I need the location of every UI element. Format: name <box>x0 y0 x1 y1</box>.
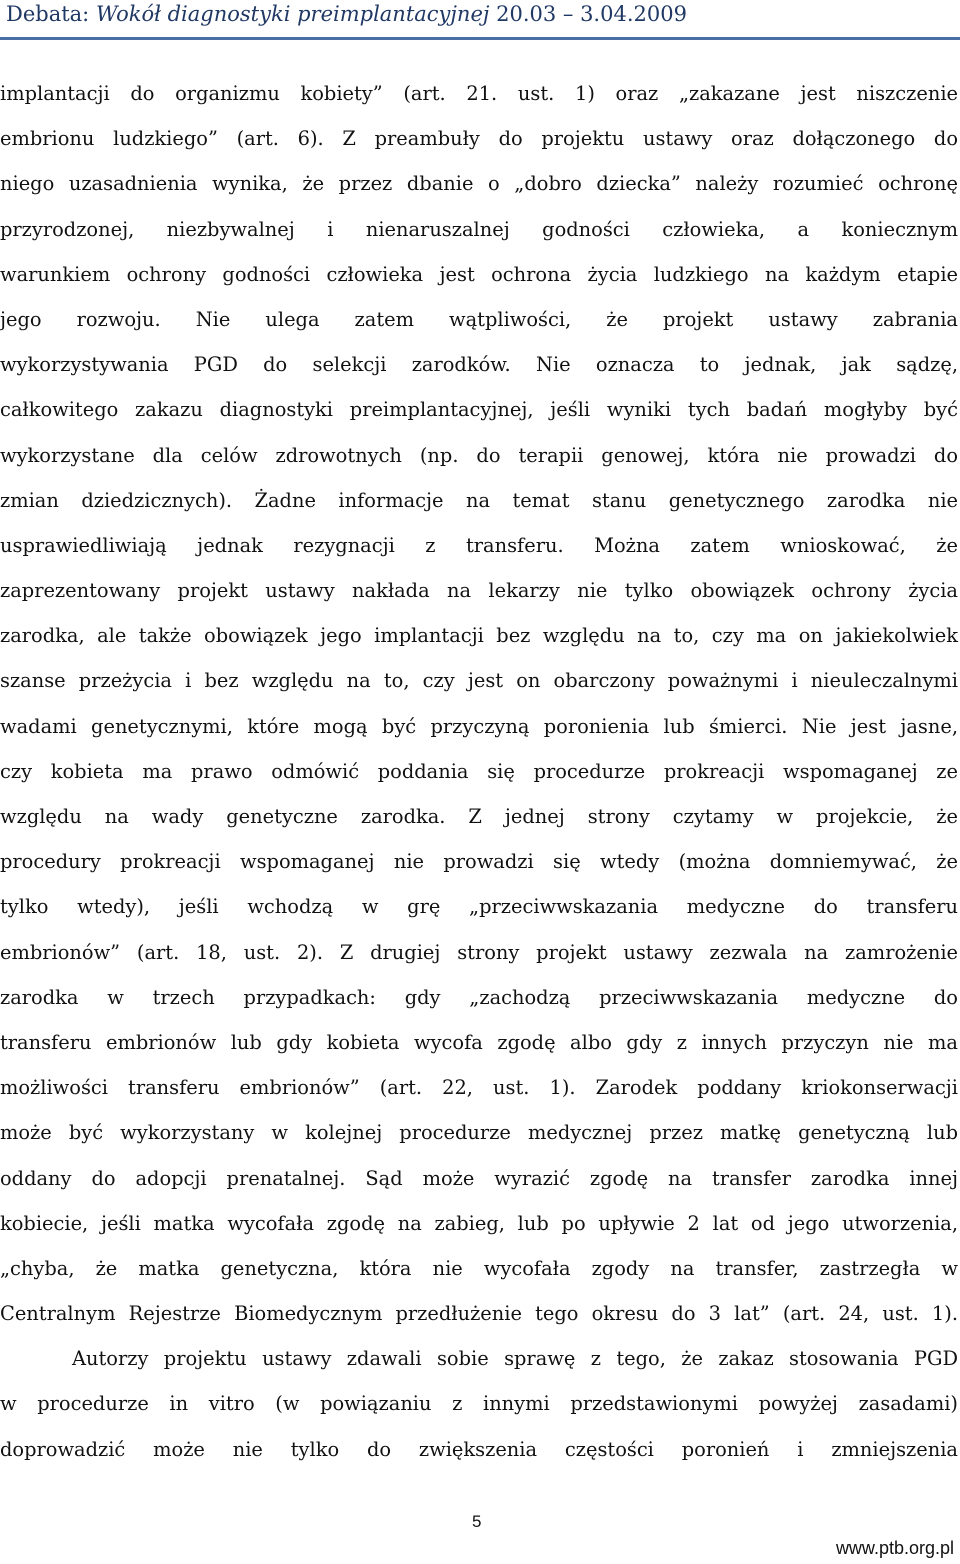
text-line: Centralnym Rejestrze Biomedycznym przedłużenie tego okresu do 3 lat” (art. 24, ust. 1). <box>0 1302 958 1326</box>
text-line: embrionów” (art. 18, ust. 2). Z drugiej strony projekt ustawy zezwala na zamrożenie <box>0 940 958 964</box>
text-line: może być wykorzystany w kolejnej procedurze medycznej przez matkę genetyczną lub <box>0 1121 958 1145</box>
text-line: niego uzasadnienia wynika, że przez dbanie o „dobro dziecka” należy rozumieć ochronę <box>0 172 958 196</box>
text-line: przyrodzonej, niezbywalnej i nienaruszalnej godności człowieka, a koniecznym <box>0 217 958 241</box>
text-line: procedury prokreacji wspomaganej nie prowadzi się wtedy (można domniemywać, że <box>0 850 958 874</box>
footer-url: www.ptb.org.pl <box>835 1538 954 1558</box>
text-line: jego rozwoju. Nie ulega zatem wątpliwości, że projekt ustawy zabrania <box>0 307 958 331</box>
body-text <box>0 71 958 1472</box>
header-text <box>6 2 687 26</box>
text-line: w procedurze in vitro (w powiązaniu z innymi przedstawionymi powyżej zasadami) <box>0 1392 958 1416</box>
text-line: wadami genetycznymi, które mogą być przyczyną poronienia lub śmierci. Nie jest jasne, <box>0 714 958 738</box>
text-line: doprowadzić może nie tylko do zwiększenia częstości poronień i zmniejszenia <box>0 1437 958 1461</box>
header-divider <box>0 37 960 40</box>
text-line: transferu embrionów lub gdy kobieta wycofa zgodę albo gdy z innych przyczyn nie ma <box>0 1030 958 1054</box>
text-line: „chyba, że matka genetyczna, która nie wycofała zgody na transfer, zastrzegła w <box>0 1256 958 1280</box>
text-line: czy kobieta ma prawo odmówić poddania się procedurze prokreacji wspomaganej ze <box>0 759 958 783</box>
text-line: zaprezentowany projekt ustawy nakłada na lekarzy nie tylko obowiązek ochrony życia <box>0 579 958 603</box>
text-line: tylko wtedy), jeśli wchodzą w grę „przeciwwskazania medyczne do transferu <box>0 895 958 919</box>
text-line: oddany do adopcji prenatalnej. Sąd może wyrazić zgodę na transfer zarodka innej <box>0 1166 958 1190</box>
header-label: Debata: <box>6 2 90 26</box>
header-dates: 20.03 – 3.04.2009 <box>496 2 687 26</box>
text-line: wykorzystywania PGD do selekcji zarodków. Nie oznacza to jednak, jak sądzę, <box>0 353 958 377</box>
text-line: szanse przeżycia i bez względu na to, czy jest on obarczony poważnymi i nieuleczalnymi <box>0 669 958 693</box>
paragraph-first-line: Autorzy projektu ustawy zdawali sobie sprawę z tego, że zakaz stosowania PGD <box>72 1347 958 1371</box>
text-line: całkowitego zakazu diagnostyki preimplantacyjnej, jeśli wyniki tych badań mogłyby być <box>0 398 958 422</box>
header-title: Wokół diagnostyki preimplantacyjnej <box>95 2 490 26</box>
text-line: implantacji do organizmu kobiety” (art. 21. ust. 1) oraz „zakazane jest niszczenie <box>0 82 958 105</box>
text-line: usprawiedliwiają jednak rezygnacji z transferu. Można zatem wnioskować, że <box>0 533 958 557</box>
text-line: zarodka w trzech przypadkach: gdy „zachodzą przeciwwskazania medyczne do <box>0 985 958 1009</box>
page-number: 5 <box>472 1512 482 1531</box>
text-line: wykorzystane dla celów zdrowotnych (np. do terapii genowej, która nie prowadzi do <box>0 443 958 467</box>
text-line: zmian dziedzicznych). Żadne informacje na temat stanu genetycznego zarodka nie <box>0 488 958 512</box>
page-header <box>0 0 960 42</box>
text-line: warunkiem ochrony godności człowieka jest ochrona życia ludzkiego na każdym etapie <box>0 262 958 286</box>
text-line: względu na wady genetyczne zarodka. Z jednej strony czytamy w projekcie, że <box>0 805 958 828</box>
text-line: kobiecie, jeśli matka wycofała zgodę na zabieg, lub po upływie 2 lat od jego utworzenia, <box>0 1211 958 1235</box>
text-line: możliwości transferu embrionów” (art. 22, ust. 1). Zarodek poddany kriokonserwacji <box>0 1076 958 1100</box>
text-line: zarodka, ale także obowiązek jego implantacji bez względu na to, czy ma on jakiekolwiek <box>0 624 958 648</box>
text-line: embrionu ludzkiego” (art. 6). Z preambuły do projektu ustawy oraz dołączonego do <box>0 127 958 151</box>
